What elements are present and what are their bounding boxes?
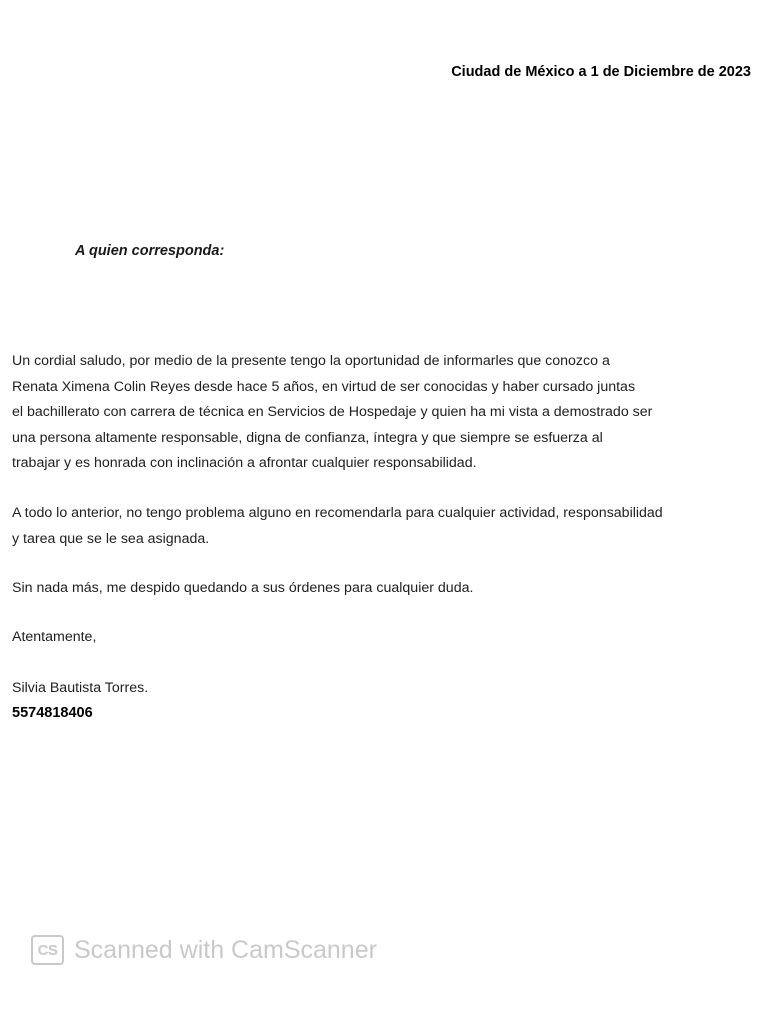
letter-paragraph-2 — [12, 501, 764, 552]
letter-salutation: A quien corresponda: — [75, 243, 225, 259]
paragraph-line: y tarea que se le sea asignada. — [12, 530, 210, 547]
letter-paragraph-3 — [12, 576, 764, 602]
paragraph-line: A todo lo anterior, no tengo problema alguno en recomendarla para cualquier actividad, responsabilidad — [12, 505, 663, 521]
camscanner-watermark-text: Scanned with CamScanner — [74, 935, 377, 964]
paragraph-line: Renata Ximena Colin Reyes desde hace 5 años, en virtud de ser conocidas y haber cursado juntas — [12, 378, 636, 395]
closing-text: Atentamente, — [12, 629, 97, 645]
signer-name — [12, 676, 764, 702]
paragraph-line: una persona altamente responsable, digna de confianza, íntegra y que siempre se esfuerza al — [12, 429, 603, 446]
paragraph-line: Un cordial saludo, por medio de la presente tengo la oportunidad de informarles que conozco a — [12, 353, 610, 369]
paragraph-line: el bachillerato con carrera de técnica en Servicios de Hospedaje y quien ha mi vista a demostrado ser — [12, 404, 653, 420]
letter-closing — [12, 625, 764, 651]
paragraph-line: Sin nada más, me despido quedando a sus órdenes para cualquier duda. — [12, 580, 474, 596]
camscanner-watermark — [31, 932, 377, 968]
letter-date-line: Ciudad de México a 1 de Diciembre de 2023 — [451, 64, 751, 80]
paragraph-line: trabajar y es honrada con inclinación a afrontar cualquier responsabilidad. — [12, 455, 477, 471]
letter-paragraph-1 — [12, 349, 764, 477]
signer-name-text: Silvia Bautista Torres. — [12, 680, 149, 696]
camscanner-logo-icon: CS — [31, 935, 64, 965]
signer-phone: 5574818406 — [12, 705, 93, 721]
